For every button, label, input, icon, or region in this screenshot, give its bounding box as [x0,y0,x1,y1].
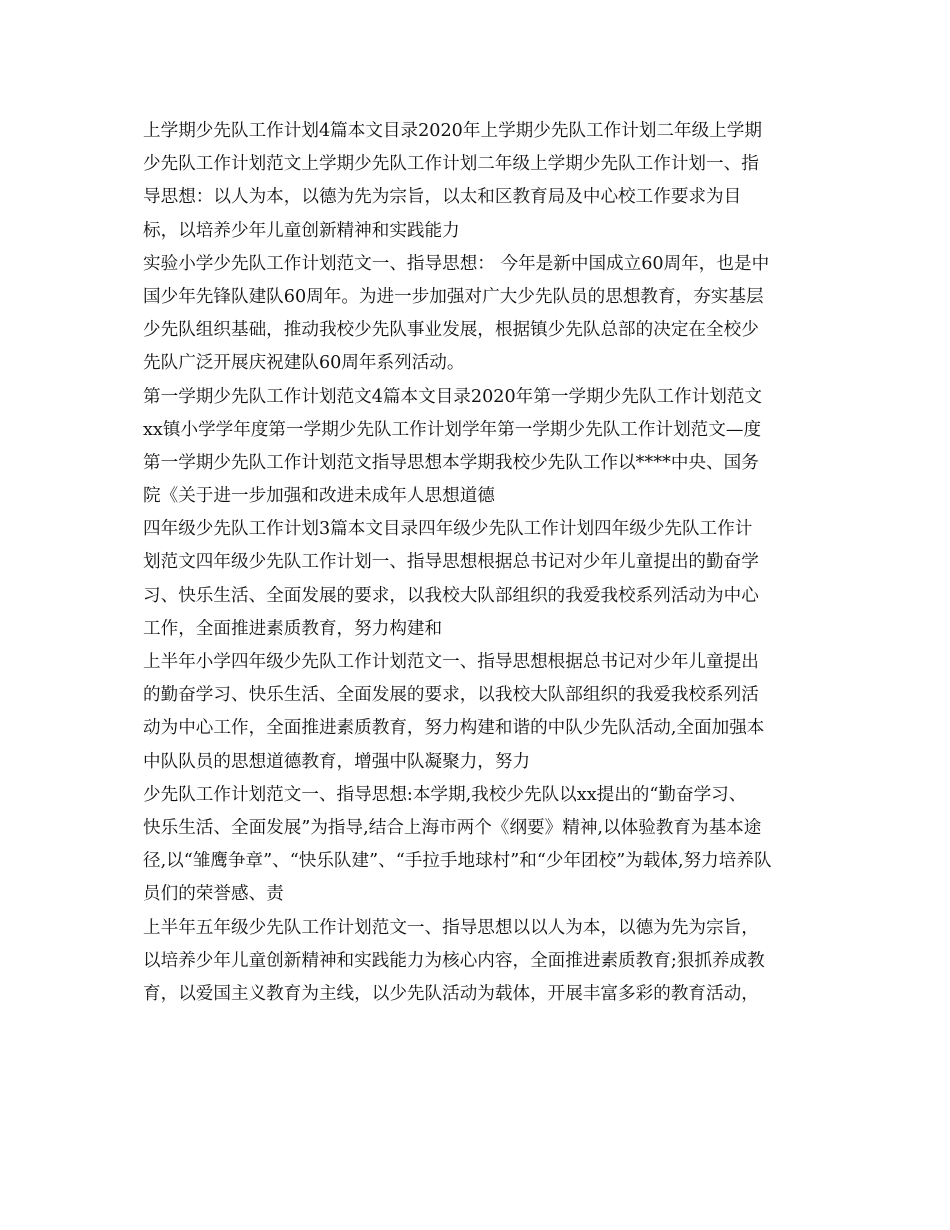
text-line: 四年级少先队工作计划3篇本文目录四年级少先队工作计划四年级少先队工作计 [143,519,753,540]
text-line: 院《关于进一步加强和改进未成年人思想道德 [143,486,495,507]
text-line: 中队队员的思想道德教育，增强中队凝聚力，努力 [143,751,531,772]
text-line: 先队广泛开展庆祝建队60周年系列活动。 [143,353,465,374]
text-line: 以培养少年儿童创新精神和实践能力为核心内容，全面推进素质教育;狠抓养成教 [143,950,765,971]
text-line: 标，以培养少年儿童创新精神和实践能力 [143,220,460,241]
text-line: 少先队工作计划范文上学期少先队工作计划二年级上学期少先队工作计划一、指 [143,154,759,175]
text-line: 育，以爱国主义教育为主线，以少先队活动为载体，开展丰富多彩的教育活动， [143,983,759,1004]
paragraph [143,646,813,779]
text-line: 实验小学少先队工作计划范文一、指导思想： 今年是新中国成立60周年，也是中 [143,253,770,274]
document-body [143,115,813,1011]
text-line: 上学期少先队工作计划4篇本文目录2020年上学期少先队工作计划二年级上学期 [143,121,762,141]
paragraph [143,381,813,514]
text-line: 少先队组织基础，推动我校少先队事业发展，根据镇少先队总部的决定在全校少 [143,320,759,341]
paragraph [143,513,813,646]
text-line: 第一学期少先队工作计划范文指导思想本学期我校少先队工作以****中央、国务 [143,452,759,473]
text-line: 少先队工作计划范文一、指导思想:本学期,我校少先队以xx提出的“勤奋学习、 [143,784,747,805]
text-line: 上半年五年级少先队工作计划范文一、指导思想以以人为本，以德为先为宗旨， [143,917,759,938]
text-line: 第一学期少先队工作计划范文4篇本文目录2020年第一学期少先队工作计划范文 [143,386,762,407]
paragraph [143,912,813,1012]
text-line: 导思想：以人为本，以德为先为宗旨，以太和区教育局及中心校工作要求为目 [143,187,742,208]
text-line: 动为中心工作，全面推进素质教育，努力构建和谐的中队少先队活动,全面加强本 [143,718,765,739]
paragraph [143,115,813,248]
text-line: 径,以“雏鹰争章”、“快乐队建”、“手拉手地球村”和“少年团校”为载体,努力培养队 [143,851,772,872]
text-line: 上半年小学四年级少先队工作计划范文一、指导思想根据总书记对少年儿童提出 [143,652,759,672]
text-line: 的勤奋学习、快乐生活、全面发展的要求，以我校大队部组织的我爱我校系列活 [143,685,759,706]
text-line: 工作，全面推进素质教育，努力构建和 [143,618,443,639]
text-line: 员们的荣誉感、责 [143,884,284,905]
paragraph [143,248,813,381]
text-line: xx镇小学学年度第一学期少先队工作计划学年第一学期少先队工作计划范文—度 [143,419,762,440]
text-line: 习、快乐生活、全面发展的要求，以我校大队部组织的我爱我校系列活动为中心 [143,585,759,606]
text-line: 国少年先锋队建队60周年。为进一步加强对广大少先队员的思想教育，夯实基层 [143,286,764,307]
text-line: 划范文四年级少先队工作计划一、指导思想根据总书记对少年儿童提出的勤奋学 [143,552,759,573]
text-line: 快乐生活、全面发展”为指导,结合上海市两个《纲要》精神,以体验教育为基本途 [143,817,762,838]
paragraph [143,779,813,912]
